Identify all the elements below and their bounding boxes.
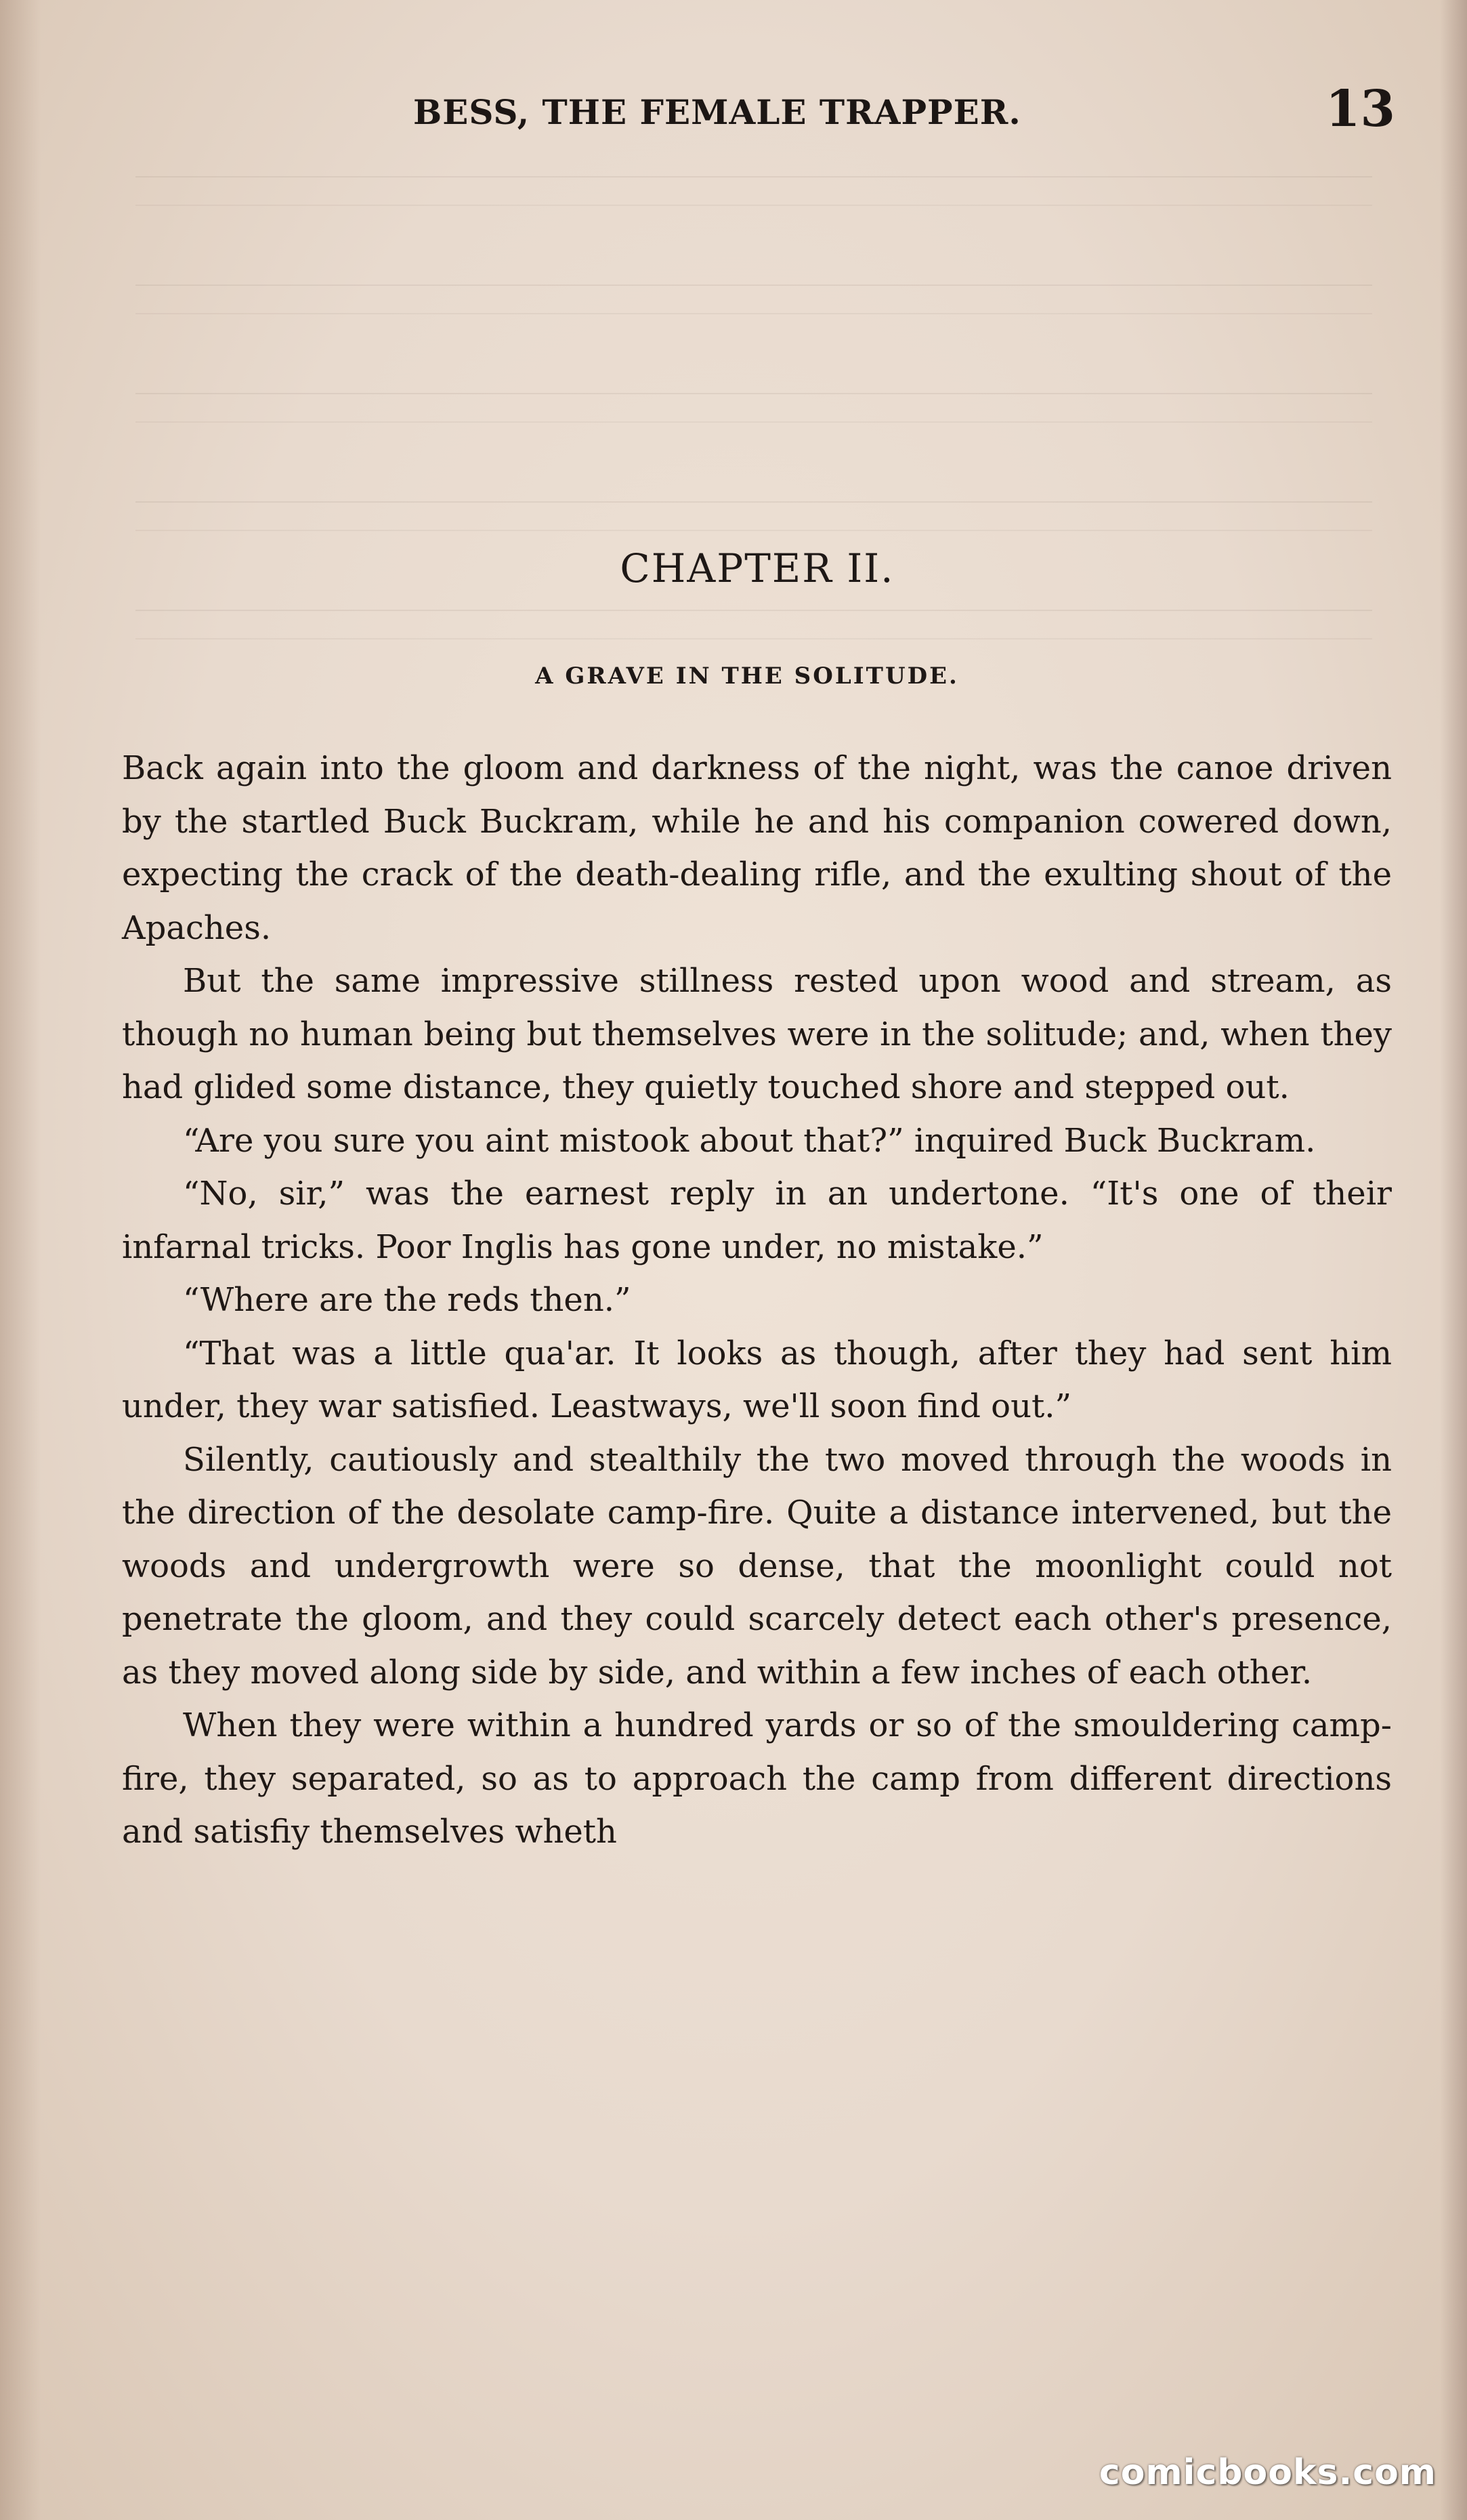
chapter-subtitle: A GRAVE IN THE SOLITUDE. (535, 663, 959, 690)
page-header (122, 80, 1409, 141)
bleed-through-line (135, 393, 1372, 423)
bleed-through-line (135, 501, 1372, 531)
bleed-through-line (135, 610, 1372, 639)
running-head: BESS, THE FEMALE TRAPPER. (413, 92, 1021, 132)
bleed-through-line (135, 176, 1372, 206)
paragraph: “No, sir,” was the earnest reply in an undertone. “It's one of their infarnal tricks. Poor Inglis has gone under, no mistake.” (122, 1175, 1392, 1266)
page-edge-shadow-right (1440, 0, 1467, 2520)
page-edge-shadow-left (0, 0, 41, 2520)
body-text (122, 742, 1392, 1859)
paragraph: Silently, cautiously and stealthily the two moved through the woods in the direction of the desolate camp-fire. Quite a distance intervened, but the woods and undergrowth were so dense, that the moonlight could not penetrate the gloom, and they could scarcely detect each other's presence, as they moved along side by side, and within a few inches of each other. (122, 1440, 1392, 1692)
bleed-through-line (135, 285, 1372, 314)
chapter-title: CHAPTER II. (620, 545, 895, 591)
paragraph: “Are you sure you aint mistook about that?” inquired Buck Buckram. (183, 1121, 1316, 1160)
paragraph: But the same impressive stillness rested upon wood and stream, as though no human being but themselves were in the solitude; and, when they had glided some distance, they quietly touched shore and stepped out. (122, 962, 1392, 1106)
paragraph: Back again into the gloom and darkness of the night, was the canoe driven by the startled Buck Buckram, while he and his companion cowered down, expecting the crack of the death-dealing rifle, and the exulting shout of the Apaches. (122, 749, 1392, 947)
paragraph: When they were within a hundred yards or so of the smouldering camp-fire, they separated, so as to approach the camp from different directions and satisfiy themselves wheth (122, 1706, 1392, 1851)
site-watermark: comicbooks.com (1099, 2452, 1437, 2493)
paragraph: “Where are the reds then.” (183, 1281, 631, 1319)
paragraph: “That was a little qua'ar. It looks as though, after they had sent him under, they war satisfied. Leastways, we'll soon find out.” (122, 1334, 1392, 1425)
page-number: 13 (1325, 80, 1395, 138)
